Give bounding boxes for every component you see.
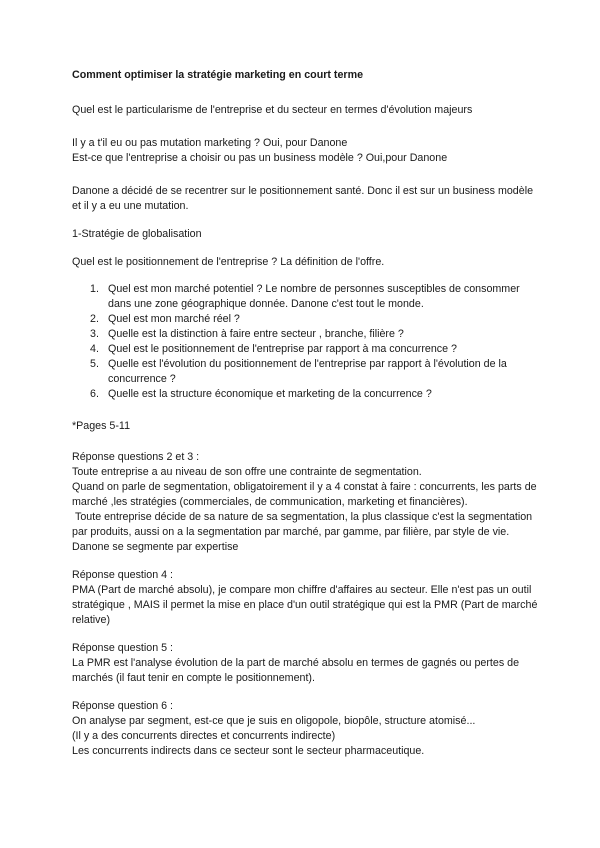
answer-4-text: PMA (Part de marché absolu), je compare mon chiffre d'affaires au secteur. Elle n'est pas un outil stratégique , MAIS il permet la mise en place d'un outil stratégique qui est la PMR (Part de marché relative) — [72, 584, 538, 626]
list-item: 6. Quelle est la structure économique et marketing de la concurrence ? — [90, 388, 432, 400]
mutation-question-1: Il y a t'il eu ou pas mutation marketing ? Oui, pour Danone — [72, 137, 348, 149]
answer-2-3-heading: Réponse questions 2 et 3 : — [72, 451, 200, 463]
section-heading: 1-Stratégie de globalisation — [72, 228, 202, 240]
mutation-question-2: Est-ce que l'entreprise a choisir ou pas un business modèle ? Oui,pour Danone — [72, 152, 448, 164]
list-item: 1. Quel est mon marché potentiel ? Le nombre de personnes susceptibles de consommer dans une zone géographique donnée. Danone c'est tout le monde. — [90, 283, 520, 310]
pages-reference: *Pages 5-11 — [72, 420, 131, 432]
list-item: 4. Quel est le positionnement de l'entreprise par rapport à ma concurrence ? — [90, 343, 457, 355]
answer-6-line-1: On analyse par segment, est-ce que je suis en oligopole, biopôle, structure atomisé... — [72, 715, 476, 727]
positioning-question: Quel est le positionnement de l'entreprise ? La définition de l'offre. — [72, 256, 385, 268]
answer-6-heading: Réponse question 6 : — [72, 700, 174, 712]
answer-6-line-2: (Il y a des concurrents directes et concurrents indirecte) — [72, 730, 336, 742]
answer-2-3-line-3: Toute entreprise décide de sa nature de sa segmentation, la plus classique c'est la segmentation par produits, aussi on a la segmentation par marché, par gamme, par filière, par style de vie. Danone se segmente par expertise — [72, 511, 533, 553]
answer-2-3-line-2: Quand on parle de segmentation, obligatoirement il y a 4 constat à faire : concurrents, les parts de marché ,les stratégies (commerciales, de communication, marketing et financières). — [72, 481, 537, 508]
answer-4-heading: Réponse question 4 : — [72, 569, 174, 581]
list-item: 2. Quel est mon marché réel ? — [90, 313, 240, 325]
document-title: Comment optimiser la stratégie marketing en court terme — [72, 69, 364, 81]
question-list — [72, 282, 542, 402]
intro-question: Quel est le particularisme de l'entreprise et du secteur en termes d'évolution majeurs — [72, 104, 473, 116]
document-body — [72, 68, 542, 759]
answer-5-text: La PMR est l'analyse évolution de la part de marché absolu en termes de gagnés ou pertes de marchés (il faut tenir en compte le positionnement). — [72, 657, 520, 684]
list-item: 3. Quelle est la distinction à faire entre secteur , branche, filière ? — [90, 328, 404, 340]
answer-5-heading: Réponse question 5 : — [72, 642, 174, 654]
danone-paragraph: Danone a décidé de se recentrer sur le positionnement santé. Donc il est sur un business modèle et il y a eu une mutation. — [72, 185, 534, 212]
answer-2-3-line-1: Toute entreprise a au niveau de son offre une contrainte de segmentation. — [72, 466, 422, 478]
list-item: 5. Quelle est l'évolution du positionnement de l'entreprise par rapport à l'évolution de la concurrence ? — [90, 358, 507, 385]
answer-6-line-3: Les concurrents indirects dans ce secteur sont le secteur pharmaceutique. — [72, 745, 425, 757]
